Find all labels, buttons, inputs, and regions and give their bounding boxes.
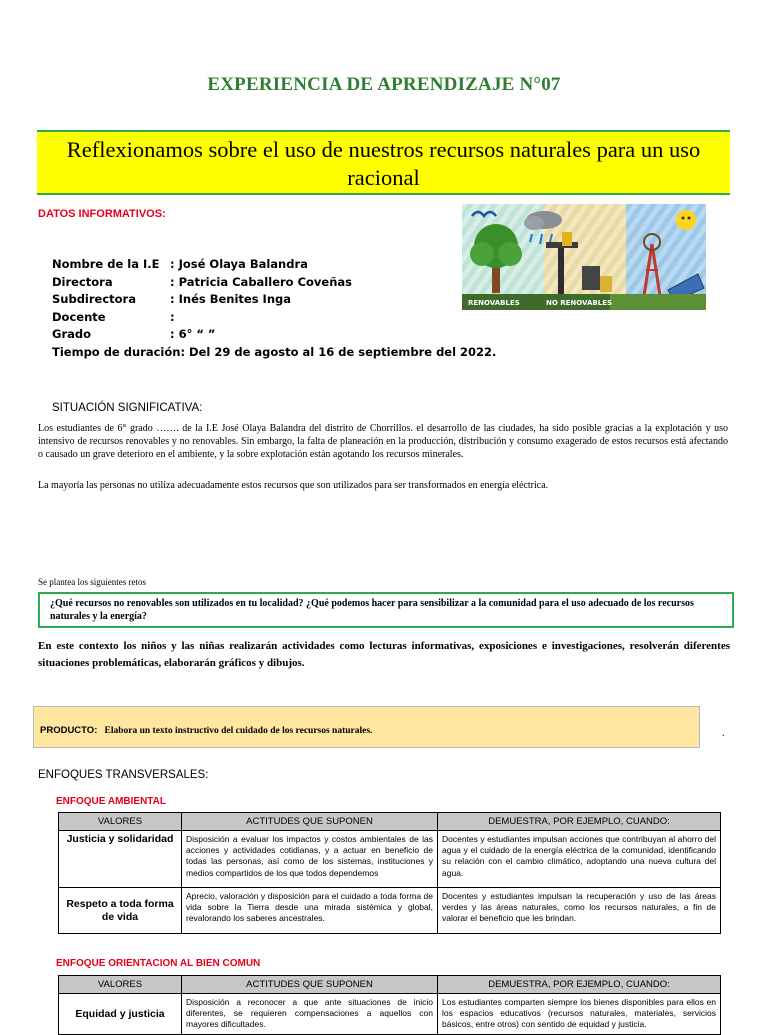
situacion-paragraph-1: Los estudiantes de 6° grado ……. de la I.E José Olaya Balandra del distrito de Chorrillos. el desarrollo de las ciudades, ha sido posible gracias a la explotación y uso intensivo de recursos renovables y no renovables. Sin embargo, la falta de planeación en la producción, distribución y consumo exagerado de estos recursos está afectando o causado un grave deterioro en el ambiente, y la sobre explotación están agotando los recursos minerales. <box>38 423 728 460</box>
cell-ejemplo: Docentes y estudiantes impulsan acciones que contribuyan al ahorro del agua y el cuidado de la energía eléctrica de la comunidad, identificando su relación con el cambio climático, adoptando una nueva cultura del agua. <box>438 831 721 888</box>
datos-row-subdirectora <box>52 291 496 309</box>
datos-value: : Patricia Caballero Coveñas <box>170 274 352 289</box>
enfoque-bien-comun-title: ENFOQUE ORIENTACION AL BIEN COMUN <box>56 958 261 969</box>
datos-row-ie <box>52 256 496 274</box>
datos-label: Subdirectora <box>52 292 136 307</box>
cell-actitud: Disposición a reconocer a que ante situaciones de inicio diferentes, se requieren compensaciones a aquellos con mayores dificultades. <box>182 994 438 1035</box>
datos-value: : 6° “ ” <box>170 327 216 342</box>
datos-informativos <box>52 256 496 362</box>
datos-row-tiempo <box>52 344 496 362</box>
table-header-row <box>59 976 721 994</box>
table-row <box>59 994 721 1035</box>
illustration-label-no-renovables: NO RENOVABLES <box>546 299 613 307</box>
datos-heading: DATOS INFORMATIVOS: <box>38 208 166 220</box>
table-row <box>59 888 721 934</box>
producto-box <box>33 706 700 748</box>
header-actitudes: ACTITUDES QUE SUPONEN <box>182 976 438 994</box>
datos-label: Directora <box>52 274 113 289</box>
header-valores: VALORES <box>59 976 182 994</box>
table-row <box>59 831 721 888</box>
datos-label: Grado <box>52 327 92 342</box>
datos-value: : Del 29 de agosto al 16 de septiembre del 2022. <box>180 344 497 359</box>
datos-label: Tiempo de duración <box>52 344 181 359</box>
table-header-row <box>59 813 721 831</box>
situacion-heading: SITUACIÓN SIGNIFICATIVA: <box>52 402 203 414</box>
stray-dot: . <box>722 728 725 739</box>
datos-row-docente <box>52 309 496 327</box>
enfoques-heading: ENFOQUES TRANSVERSALES: <box>38 769 209 781</box>
retos-intro: Se plantea los siguientes retos <box>38 577 146 587</box>
header-demuestra: DEMUESTRA, POR EJEMPLO, CUANDO: <box>438 813 721 831</box>
contexto-paragraph: En este contexto los niños y las niñas realizarán actividades como lecturas informativas, exposiciones e investigaciones, resolverán diferentes situaciones problemáticas, elaborarán gráficos y dibujos. <box>38 640 730 669</box>
cell-valor: Equidad y justicia <box>59 994 182 1035</box>
enfoque-ambiental-title: ENFOQUE AMBIENTAL <box>56 796 166 807</box>
header-valores: VALORES <box>59 813 182 831</box>
cell-valor: Justicia y solidaridad <box>59 831 182 888</box>
illustration-svg <box>462 204 706 310</box>
datos-value: : José Olaya Balandra <box>170 257 308 271</box>
datos-value: : Inés Benites Inga <box>170 292 292 307</box>
producto-text: Elabora un texto instructivo del cuidado de los recursos naturales. <box>104 726 373 736</box>
datos-label: Docente <box>52 309 106 324</box>
enfoque-ambiental-table <box>58 812 721 934</box>
situacion-paragraph-2: La mayoría las personas no utiliza adecuadamente estos recursos que son utilizados para ser transformados en energía eléctrica. <box>38 480 549 491</box>
cell-valor: Respeto a toda forma de vida <box>59 888 182 934</box>
cell-actitud: Disposición a evaluar los impactos y costos ambientales de las acciones y actividades cotidianas, y a actuar en beneficio de todas las personas, así como de los sistemas, instituciones y medios compartidos de los que todos dependemos <box>182 831 438 888</box>
renewable-resources-illustration <box>462 204 706 310</box>
cell-ejemplo: Docentes y estudiantes impulsan la recuperación y uso de las áreas verdes y las áreas naturales, como los recursos naturales, a fin de valorar el beneficio que les brindan. <box>438 888 721 934</box>
cell-actitud: Aprecio, valoración y disposición para el cuidado a toda forma de vida sobre la Tierra desde una mirada sistémica y global, revalorando los saberes ancestrales. <box>182 888 438 934</box>
illustration-label-renovables: RENOVABLES <box>468 299 520 307</box>
retos-box: ¿Qué recursos no renovables son utilizados en tu localidad? ¿Qué podemos hacer para sensibilizar a la comunidad para el uso adecuado de los recursos naturales y la energía? <box>38 592 734 628</box>
subtitle-banner: Reflexionamos sobre el uso de nuestros recursos naturales para un uso racional <box>37 130 730 195</box>
header-actitudes: ACTITUDES QUE SUPONEN <box>182 813 438 831</box>
cell-ejemplo: Los estudiantes comparten siempre los bienes disponibles para ellos en los espacios educativos (recursos naturales, materiales, servicios básicos, entre otros) con sentido de equidad y justicia. <box>438 994 721 1035</box>
datos-label: Nombre de la I.E <box>52 257 160 271</box>
document-title: EXPERIENCIA DE APRENDIZAJE N°07 <box>207 74 561 95</box>
enfoque-bien-comun-table <box>58 975 721 1035</box>
datos-row-grado <box>52 326 496 344</box>
datos-row-directora <box>52 274 496 292</box>
datos-value: : <box>170 309 175 324</box>
producto-label: PRODUCTO: <box>40 725 98 736</box>
header-demuestra: DEMUESTRA, POR EJEMPLO, CUANDO: <box>438 976 721 994</box>
